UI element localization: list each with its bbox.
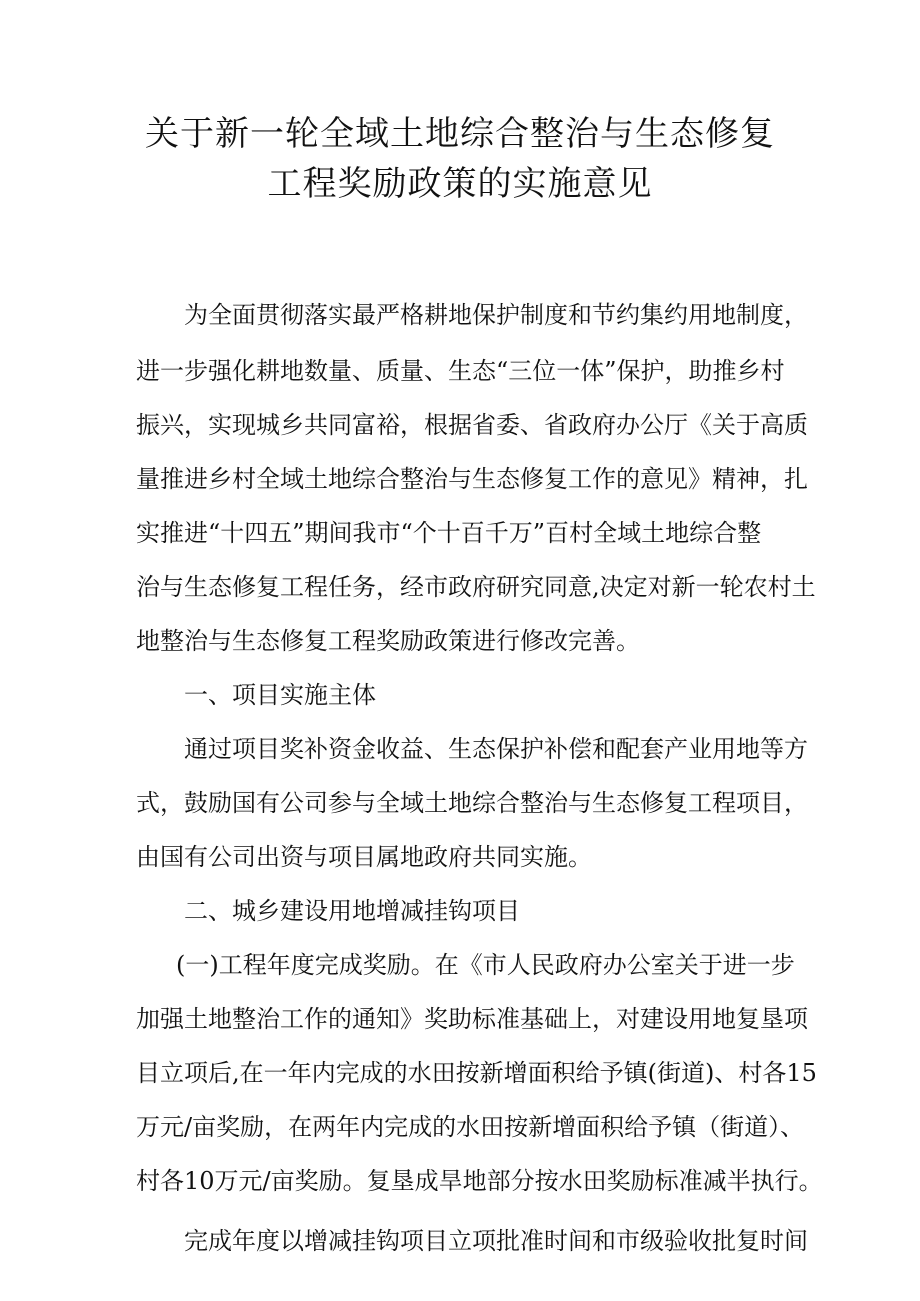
paragraph-line: 治与生态修复工程任务，经市政府研究同意,决定对新一轮农村土 [136, 573, 816, 601]
section-heading: 一、项目实施主体 [184, 681, 376, 709]
document-title-line-2: 工程奖励政策的实施意见 [267, 164, 653, 204]
paragraph-line: 式，鼓励国有公司参与全域土地综合整治与生态修复工程项目， [136, 789, 808, 817]
paragraph-line: 地整治与生态修复工程奖励政策进行修改完善。 [136, 627, 640, 655]
paragraph-line: 加强土地整治工作的通知》奖助标准基础上，对建设用地复垦项 [136, 1005, 808, 1033]
paragraph-line: 万元/亩奖励，在两年内完成的水田按新增面积给予镇（街道）、 [136, 1113, 805, 1141]
paragraph-line: 通过项目奖补资金收益、生态保护补偿和配套产业用地等方 [184, 735, 808, 763]
paragraph-line: 完成年度以增减挂钩项目立项批准时间和市级验收批复时间 [184, 1227, 808, 1255]
paragraph-line: 村各10万元/亩奖励。复垦成旱地部分按水田奖励标准减半执行。 [136, 1167, 823, 1195]
paragraph-line: 进一步强化耕地数量、质量、生态“三位一体”保护，助推乡村 [136, 357, 785, 385]
paragraph-line: 由国有公司出资与项目属地政府共同实施。 [136, 843, 592, 871]
paragraph-line: 量推进乡村全域土地综合整治与生态修复工作的意见》精神，扎 [136, 465, 808, 493]
section-heading: 二、城乡建设用地增减挂钩项目 [184, 897, 520, 925]
paragraph-line: 实推进“十四五”期间我市“个十百千万”百村全域土地综合整 [136, 519, 762, 547]
paragraph-line: 目立项后,在一年内完成的水田按新增面积给予镇(街道)、村各15 [136, 1059, 817, 1087]
paragraph-line: 振兴，实现城乡共同富裕，根据省委、省政府办公厅《关于高质 [136, 411, 808, 439]
paragraph-line: 为全面贯彻落实最严格耕地保护制度和节约集约用地制度， [184, 301, 808, 329]
document-title-line-1: 关于新一轮全域土地综合整治与生态修复 [145, 114, 775, 154]
paragraph-line: (一)工程年度完成奖励。在《市人民政府办公室关于进一步 [176, 951, 795, 979]
